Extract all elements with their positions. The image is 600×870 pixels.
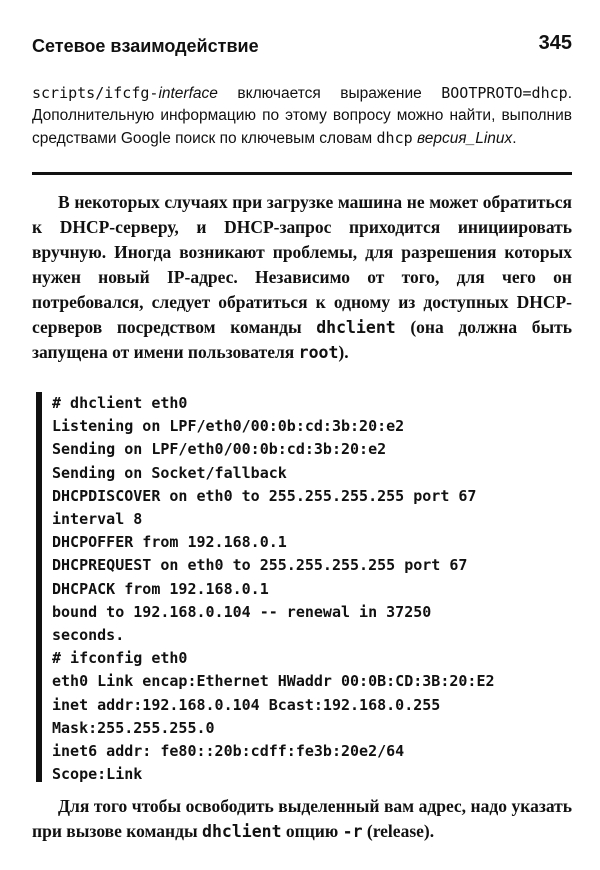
- note-code-dhcp: dhcp: [376, 129, 413, 147]
- paragraph-1-text-end: ).: [338, 342, 349, 362]
- paragraph-2-code-dhclient: dhclient: [202, 822, 282, 841]
- code-line: Mask:255.255.255.0: [52, 718, 215, 737]
- code-line: Listening on LPF/eth0/00:0b:cd:3b:20:e2: [52, 417, 405, 436]
- paragraph-2-text-2: опцию: [281, 821, 343, 841]
- paragraph-2-text-end: (release).: [362, 821, 435, 841]
- code-line: eth0 Link encap:Ethernet HWaddr 00:0B:CD:3B:20:E2: [52, 672, 495, 691]
- paragraph-2-code-option: -r: [342, 822, 363, 841]
- paragraph-release-address: [32, 794, 572, 844]
- note-text-2: . Дополнительную информацию по этому вопросу можно найти, выполнив средствами Google поиск по ключевым словам: [32, 85, 572, 147]
- code-line: Scope:Link: [52, 765, 143, 784]
- paragraph-1-text-2: (она должна быть запущена от имени пользователя: [32, 317, 572, 362]
- code-line: DHCPREQUEST on eth0 to 255.255.255.255 port 67: [52, 556, 468, 575]
- note-code-path: scripts/ifcfg-: [32, 84, 159, 102]
- code-line: # dhclient eth0: [52, 394, 188, 412]
- code-line: DHCPDISCOVER on eth0 to 255.255.255.255 port 67: [52, 486, 477, 505]
- note-text-end: .: [512, 130, 517, 147]
- code-line: Sending on LPF/eth0/00:0b:cd:3b:20:e2: [52, 440, 387, 459]
- paragraph-1-code-root: root: [298, 343, 339, 362]
- paragraph-2-text: Для того чтобы освободить выделенный вам адрес, надо указать при вызове команды: [32, 796, 572, 841]
- chapter-title: Сетевое взаимодействие: [32, 36, 259, 56]
- note-divider: [32, 172, 572, 175]
- paragraph-1-text: В некоторых случаях при загрузке машина не может обратиться к DHCP-серверу, и DHCP-запрос приходится инициировать вручную. Иногда возникают проблемы, для разрешения которых нужен новый IP-адрес. Независимо от того, для чего он потребовался, следует обратиться к одному из доступных DHCP-серверов посредством команды: [32, 192, 572, 337]
- code-line: interval 8: [52, 510, 143, 529]
- code-line: DHCPACK from 192.168.0.1: [52, 579, 269, 598]
- note-code-bootproto: BOOTPROTO=dhcp: [441, 84, 568, 102]
- code-line: Sending on Socket/fallback: [52, 463, 287, 482]
- note-search-terms: версия_Linux: [412, 130, 513, 147]
- page-header: [32, 30, 572, 60]
- paragraph-dhcp-manual: [32, 190, 572, 365]
- note-code-path-italic: interface: [158, 85, 218, 102]
- code-listing: [36, 392, 576, 782]
- code-line: seconds.: [52, 626, 125, 645]
- code-line: inet6 addr: fe80::20b:cdff:fe3b:20e2/64: [52, 742, 405, 761]
- code-line: DHCPOFFER from 192.168.0.1: [52, 533, 287, 552]
- code-line: inet addr:192.168.0.104 Bcast:192.168.0.255: [52, 695, 441, 714]
- paragraph-1-code-dhclient: dhclient: [316, 318, 396, 337]
- note-block: [32, 82, 572, 150]
- code-line: # ifconfig eth0: [52, 649, 188, 668]
- code-line: bound to 192.168.0.104 -- renewal in 37250: [52, 602, 432, 621]
- page-number: 345: [538, 32, 572, 54]
- note-text-1: включается выражение: [217, 85, 442, 102]
